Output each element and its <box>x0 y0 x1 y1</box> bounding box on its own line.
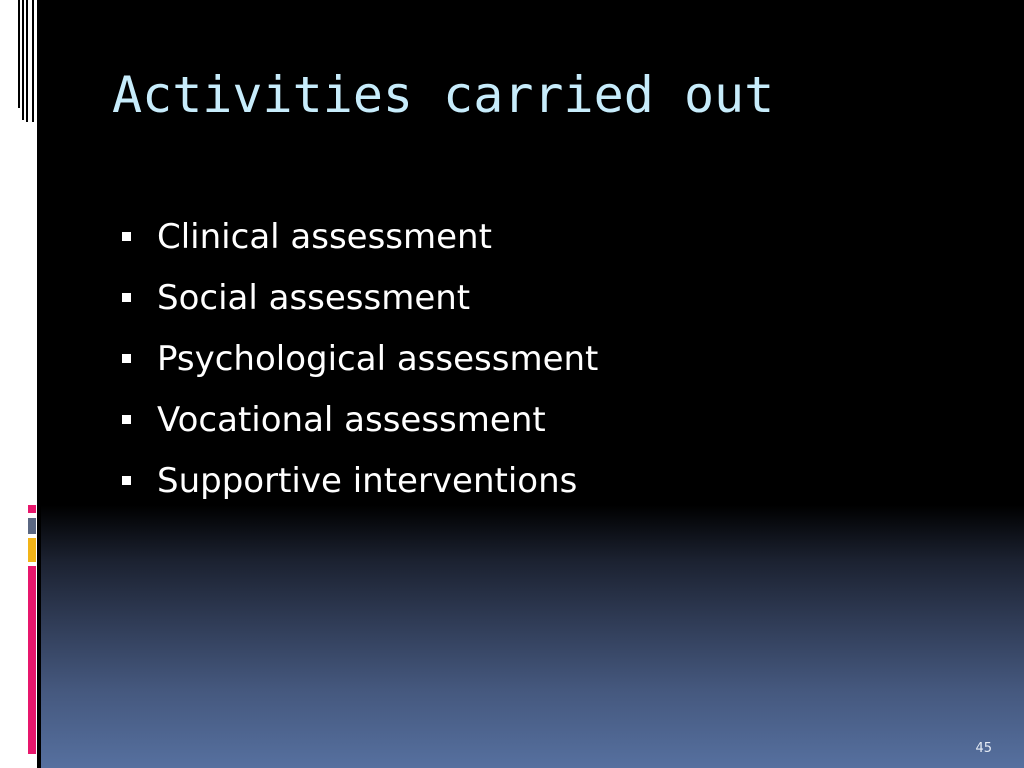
bullet-item <box>122 389 598 450</box>
square-bullet-icon <box>122 354 131 363</box>
square-bullet-icon <box>122 232 131 241</box>
decorative-line <box>32 0 34 122</box>
page-number: 45 <box>975 741 992 756</box>
decorative-line <box>22 0 24 120</box>
decorative-border <box>37 0 41 768</box>
bullet-text: Clinical assessment <box>157 216 492 257</box>
decorative-line <box>26 0 28 122</box>
bullet-item <box>122 206 598 267</box>
accent-block-gray <box>28 518 36 534</box>
bullet-text: Vocational assessment <box>157 399 546 440</box>
slide-title: Activities carried out <box>112 66 775 124</box>
bullet-text: Social assessment <box>157 277 471 318</box>
accent-block-yellow <box>28 538 36 562</box>
bullet-list <box>122 206 598 511</box>
bullet-text: Psychological assessment <box>157 338 599 379</box>
decorative-left-strip <box>0 0 41 768</box>
square-bullet-icon <box>122 415 131 424</box>
decorative-line <box>18 0 20 108</box>
bullet-item <box>122 450 598 511</box>
accent-bar-pink <box>28 566 36 754</box>
bullet-item <box>122 267 598 328</box>
bullet-text: Supportive interventions <box>157 460 578 501</box>
square-bullet-icon <box>122 293 131 302</box>
square-bullet-icon <box>122 476 131 485</box>
accent-block-pink <box>28 505 36 513</box>
bullet-item <box>122 328 598 389</box>
